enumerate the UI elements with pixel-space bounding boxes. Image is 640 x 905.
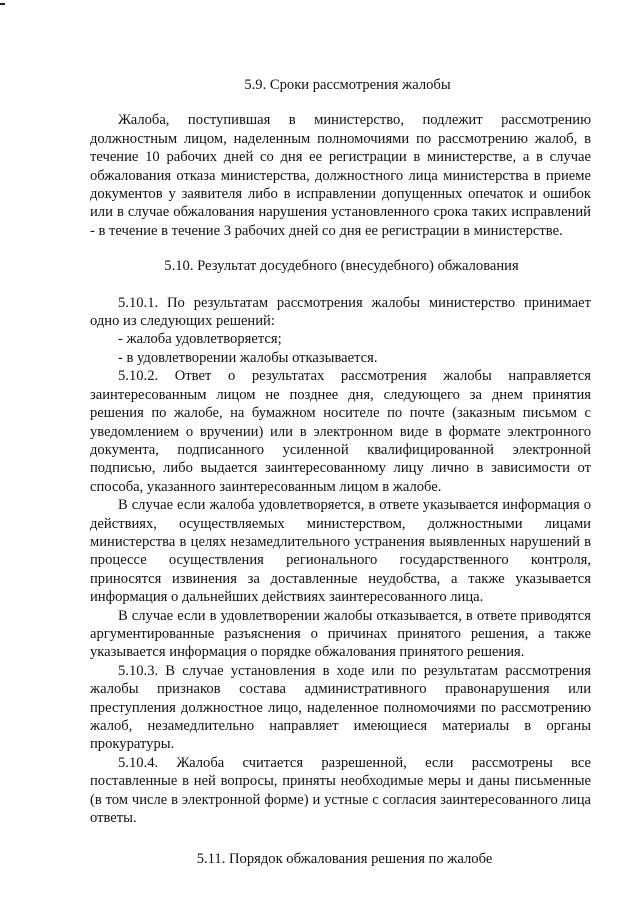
paragraph-5-10-3: 5.10.3. В случае установления в ходе или по результатам рассмотрения жалобы признаков состава административного правонарушения или преступления должностное лицо, наделенное полномочиями по рассмотрению жалоб, незамедлительно направляет имеющиеся материалы в органы прокуратуры. <box>90 662 591 753</box>
paragraph-complaint-refused: В случае если в удовлетворении жалобы отказывается, в ответе приводятся аргументированные разъяснения о причинах принятого решения, а также указывается информация о порядке обжалования принятого решения. <box>90 607 591 661</box>
section-5-9-paragraph: Жалоба, поступившая в министерство, подлежит рассмотрению должностным лицом, наделенным полномочиями по рассмотрению жалоб, в течение 10 рабочих дней со дня ее регистрации в министерстве, а в случае обжалования отказа министерства, должностного лица министерства в приеме документов у заявителя либо в исправлении допущенных опечаток и ошибок или в случае обжалования нарушения установленного срока таких исправлений - в течение в течение 3 рабочих дней со дня ее регистрации в министерстве. <box>90 112 591 239</box>
document-body <box>90 76 591 869</box>
section-5-11-heading: 5.11. Порядок обжалования решения по жалобе <box>196 851 493 868</box>
decision-list-item: - жалоба удовлетворяется; <box>118 331 282 348</box>
paragraph-5-10-1: 5.10.1. По результатам рассмотрения жалобы министерство принимает одно из следующих решений: <box>90 294 591 330</box>
decision-list-item: - в удовлетворении жалобы отказывается. <box>118 349 378 366</box>
section-5-10-heading: 5.10. Результат досудебного (внесудебного) обжалования <box>164 258 519 275</box>
section-5-9-heading: 5.9. Сроки рассмотрения жалобы <box>244 77 451 93</box>
paragraph-5-10-2: 5.10.2. Ответ о результатах рассмотрения жалобы направляется заинтересованным лицом не позднее дня, следующего за днем принятия решения по жалобе, на бумажном носителе по почте (заказным письмом с уведомлением о вручении) или в электронном виде в формате электронного документа, подписанного усиленной квалифицированной электронной подписью, либо выдается заинтересованному лицу лично в зависимости от способа, указанного заинтересованным лицом в жалобе. <box>90 368 591 495</box>
scan-edge-mark <box>0 3 5 5</box>
paragraph-5-10-4: 5.10.4. Жалоба считается разрешенной, если рассмотрены все поставленные в ней вопросы, приняты необходимые меры и даны письменные (в том числе в электронной форме) и устные с согласия заинтересованного лица ответы. <box>90 754 591 827</box>
paragraph-complaint-satisfied: В случае если жалоба удовлетворяется, в ответе указывается информация о действиях, осуществляемых министерством, должностными лицами министерства в целях незамедлительного устранения выявленных нарушений в процессе осуществления регионального государственного контроля, приносятся извинения за доставленные неудобства, а также указывается информация о дальнейших действиях заинтересованного лица. <box>90 497 591 606</box>
